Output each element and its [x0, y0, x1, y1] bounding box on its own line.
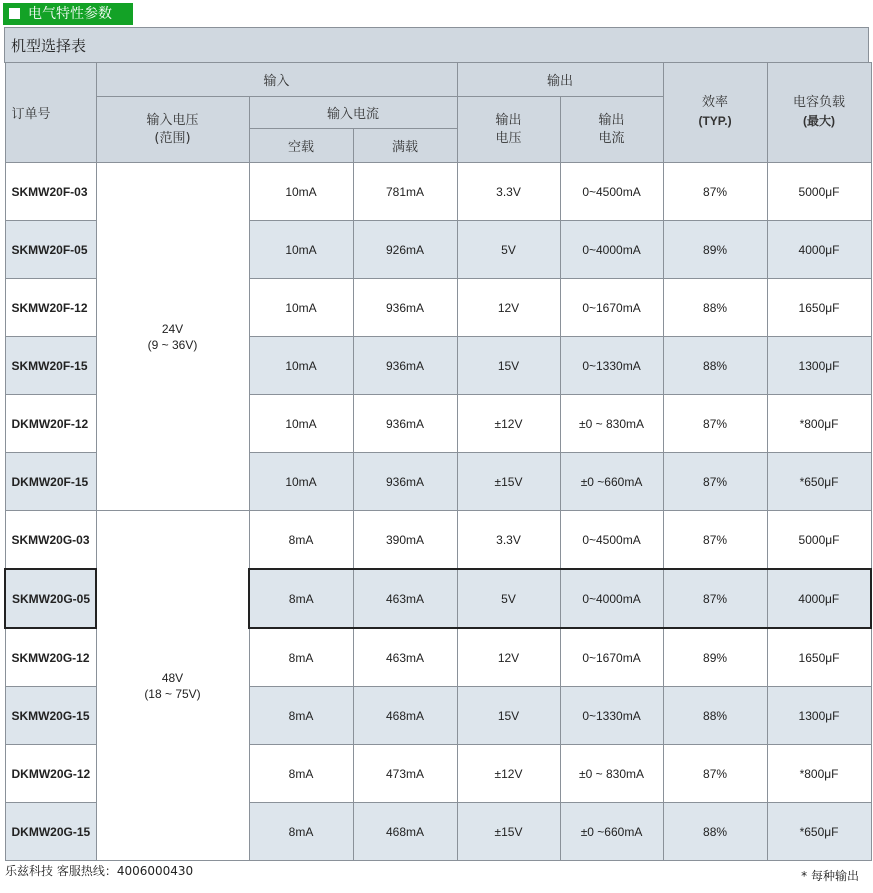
model-selection-table — [4, 62, 872, 861]
footer-note: * 每种输出 — [801, 869, 859, 883]
full-load-current-cell: 936mA — [353, 395, 457, 453]
section-badge — [3, 3, 133, 25]
input-voltage-label: 输入电压 — [146, 112, 199, 128]
efficiency-cell: 87% — [663, 163, 767, 221]
model-cell: DKMW20G-15 — [5, 803, 96, 861]
efficiency-cell: 87% — [663, 745, 767, 803]
header-output-current — [560, 97, 663, 163]
header-input-current: 输入电流 — [249, 97, 457, 129]
input-voltage-value: 48V — [161, 670, 184, 685]
no-load-current-cell: 8mA — [249, 628, 353, 687]
efficiency-cell: 87% — [663, 395, 767, 453]
header-input: 输入 — [96, 63, 457, 97]
output-voltage-cell: 12V — [457, 628, 560, 687]
no-load-current-cell: 10mA — [249, 337, 353, 395]
no-load-current-cell: 10mA — [249, 453, 353, 511]
capacitive-load-cell: 5000μF — [767, 511, 871, 570]
capacitive-load-cell: *650μF — [767, 453, 871, 511]
table-row — [5, 163, 871, 221]
efficiency-cell: 87% — [663, 569, 767, 628]
no-load-current-cell: 10mA — [249, 221, 353, 279]
model-cell: SKMW20F-12 — [5, 279, 96, 337]
input-voltage-range: (18 ~ 75V) — [144, 686, 201, 701]
full-load-current-cell: 473mA — [353, 745, 457, 803]
full-load-current-cell: 936mA — [353, 337, 457, 395]
full-load-current-cell: 936mA — [353, 279, 457, 337]
efficiency-cell: 89% — [663, 628, 767, 687]
model-cell: SKMW20F-15 — [5, 337, 96, 395]
model-cell: SKMW20G-05 — [5, 569, 96, 628]
output-voltage-cell: 15V — [457, 687, 560, 745]
header-output: 输出 — [457, 63, 663, 97]
full-load-current-cell: 468mA — [353, 687, 457, 745]
output-current-cell: 0~4000mA — [560, 569, 663, 628]
output-voltage-cell: 12V — [457, 279, 560, 337]
no-load-current-cell: 10mA — [249, 395, 353, 453]
output-current-cell: 0~4000mA — [560, 221, 663, 279]
capacitive-load-cell: 1300μF — [767, 687, 871, 745]
table-row — [5, 511, 871, 570]
header-efficiency — [663, 63, 767, 163]
output-current-cell: 0~1670mA — [560, 628, 663, 687]
output-current-cell: 0~1330mA — [560, 337, 663, 395]
full-load-current-cell: 390mA — [353, 511, 457, 570]
input-voltage-cell — [96, 511, 249, 861]
output-voltage-cell: ±12V — [457, 395, 560, 453]
output-current-cell: 0~4500mA — [560, 163, 663, 221]
capacitive-load-cell: *800μF — [767, 745, 871, 803]
output-current-label-1: 输出 — [598, 112, 625, 128]
header-cap-load — [767, 63, 871, 163]
model-cell: DKMW20F-15 — [5, 453, 96, 511]
output-current-label-2: 电流 — [598, 130, 625, 146]
header-full-load: 满载 — [353, 129, 457, 163]
capacitive-load-cell: 4000μF — [767, 221, 871, 279]
capacitive-load-cell: 4000μF — [767, 569, 871, 628]
full-load-current-cell: 926mA — [353, 221, 457, 279]
model-cell: SKMW20F-03 — [5, 163, 96, 221]
efficiency-cell: 88% — [663, 279, 767, 337]
output-current-cell: 0~4500mA — [560, 511, 663, 570]
header-no-load: 空载 — [249, 129, 353, 163]
output-voltage-cell: ±15V — [457, 803, 560, 861]
model-cell: SKMW20F-05 — [5, 221, 96, 279]
output-current-cell: ±0 ~ 830mA — [560, 395, 663, 453]
full-load-current-cell: 468mA — [353, 803, 457, 861]
no-load-current-cell: 8mA — [249, 687, 353, 745]
output-current-cell: 0~1670mA — [560, 279, 663, 337]
capacitive-load-cell: 1650μF — [767, 279, 871, 337]
output-voltage-cell: 5V — [457, 569, 560, 628]
cap-load-label: 电容负载 — [793, 95, 846, 110]
output-current-cell: ±0 ~660mA — [560, 453, 663, 511]
output-voltage-cell: 15V — [457, 337, 560, 395]
capacitive-load-cell: 1300μF — [767, 337, 871, 395]
no-load-current-cell: 8mA — [249, 569, 353, 628]
full-load-current-cell: 463mA — [353, 569, 457, 628]
efficiency-cell: 88% — [663, 337, 767, 395]
output-current-cell: ±0 ~ 830mA — [560, 745, 663, 803]
model-cell: SKMW20G-15 — [5, 687, 96, 745]
output-voltage-cell: 5V — [457, 221, 560, 279]
output-current-cell: 0~1330mA — [560, 687, 663, 745]
model-cell: DKMW20F-12 — [5, 395, 96, 453]
header-output-voltage — [457, 97, 560, 163]
no-load-current-cell: 8mA — [249, 803, 353, 861]
capacitive-load-cell: 1650μF — [767, 628, 871, 687]
model-cell: DKMW20G-12 — [5, 745, 96, 803]
input-voltage-value: 24V — [161, 321, 184, 336]
footer-hotline: 乐兹科技 客服热线：4006000430 — [5, 864, 194, 878]
capacitive-load-cell: *800μF — [767, 395, 871, 453]
output-current-cell: ±0 ~660mA — [560, 803, 663, 861]
efficiency-cell: 87% — [663, 511, 767, 570]
efficiency-sub-label: (TYP.) — [698, 114, 732, 128]
efficiency-cell: 88% — [663, 687, 767, 745]
efficiency-cell: 89% — [663, 221, 767, 279]
no-load-current-cell: 10mA — [249, 279, 353, 337]
square-icon — [9, 8, 20, 19]
section-label: 电气特性参数 — [28, 6, 112, 22]
no-load-current-cell: 8mA — [249, 511, 353, 570]
cap-load-sub-label: (最大) — [803, 114, 836, 128]
capacitive-load-cell: 5000μF — [767, 163, 871, 221]
no-load-current-cell: 10mA — [249, 163, 353, 221]
output-voltage-label-2: 电压 — [495, 130, 522, 146]
output-voltage-label-1: 输出 — [495, 112, 522, 128]
output-voltage-cell: ±12V — [457, 745, 560, 803]
capacitive-load-cell: *650μF — [767, 803, 871, 861]
output-voltage-cell: 3.3V — [457, 511, 560, 570]
efficiency-cell: 88% — [663, 803, 767, 861]
output-voltage-cell: ±15V — [457, 453, 560, 511]
efficiency-cell: 87% — [663, 453, 767, 511]
full-load-current-cell: 936mA — [353, 453, 457, 511]
no-load-current-cell: 8mA — [249, 745, 353, 803]
output-voltage-cell: 3.3V — [457, 163, 560, 221]
efficiency-label: 效率 — [702, 95, 729, 110]
input-voltage-sub-label: (范围) — [154, 130, 191, 146]
model-cell: SKMW20G-12 — [5, 628, 96, 687]
full-load-current-cell: 463mA — [353, 628, 457, 687]
input-voltage-range: (9 ~ 36V) — [147, 337, 198, 352]
header-order-no: 订单号 — [5, 63, 96, 163]
full-load-current-cell: 781mA — [353, 163, 457, 221]
header-input-voltage — [96, 97, 249, 163]
model-cell: SKMW20G-03 — [5, 511, 96, 570]
input-voltage-cell — [96, 163, 249, 511]
table-title: 机型选择表 — [4, 27, 869, 63]
